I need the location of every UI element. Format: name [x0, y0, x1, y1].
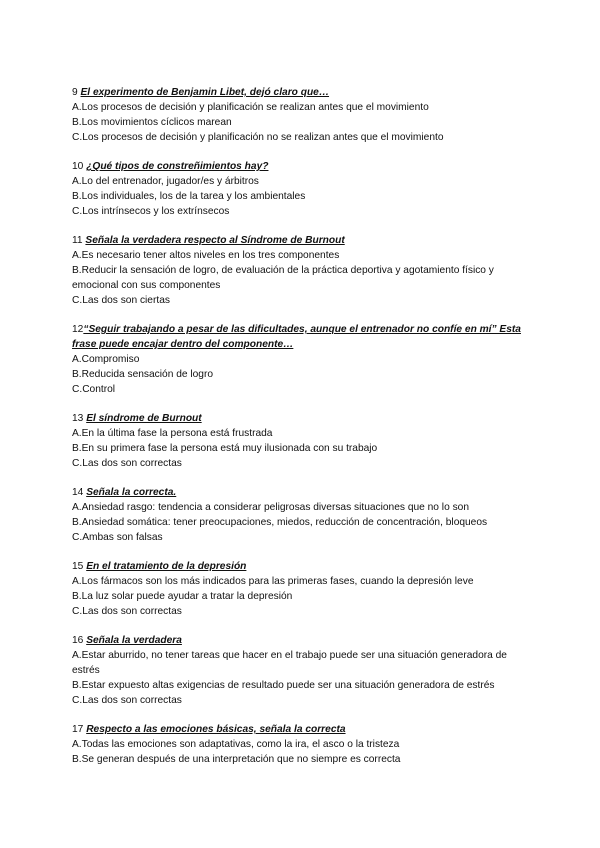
option-b: B.En su primera fase la persona está muy ilusionada con su trabajo [72, 443, 378, 454]
option-b: B.Los movimientos cíclicos marean [72, 117, 232, 128]
option-b: B.Ansiedad somática: tener preocupaciones, miedos, reducción de concentración, bloqueos [72, 517, 488, 528]
question-16 [72, 633, 532, 708]
question-9 [72, 85, 532, 145]
question-number: 15 [72, 561, 84, 572]
question-title: Señala la verdadera respecto al Síndrome de Burnout [85, 235, 345, 246]
question-number: 16 [72, 635, 84, 646]
option-a: A.Estar aburrido, no tener tareas que hacer en el trabajo puede ser una situación generadora de estrés [72, 650, 507, 676]
question-title: El síndrome de Burnout [86, 413, 202, 424]
question-number: 12 [72, 324, 84, 335]
question-number: 17 [72, 724, 84, 735]
option-a: A.Los fármacos son los más indicados para las primeras fases, cuando la depresión leve [72, 576, 474, 587]
option-a: A.Compromiso [72, 354, 140, 365]
option-a: A.Todas las emociones son adaptativas, como la ira, el asco o la tristeza [72, 739, 400, 750]
option-b: B.Reducida sensación de logro [72, 369, 214, 380]
option-c: C.Las dos son ciertas [72, 295, 170, 306]
option-a: A.Lo del entrenador, jugador/es y árbitros [72, 176, 259, 187]
exam-page [72, 85, 532, 781]
question-heading [72, 159, 532, 174]
option-c: C.Los procesos de decisión y planificación no se realizan antes que el movimiento [72, 132, 444, 143]
option-c: C.Los intrínsecos y los extrínsecos [72, 206, 230, 217]
question-14 [72, 485, 532, 545]
question-heading [72, 633, 532, 648]
question-heading [72, 233, 532, 248]
option-c: C.Ambas son falsas [72, 532, 163, 543]
question-title: El experimento de Benjamin Libet, dejó claro que… [80, 87, 330, 98]
option-a: A.Los procesos de decisión y planificación se realizan antes que el movimiento [72, 102, 429, 113]
option-c: C.Las dos son correctas [72, 606, 182, 617]
question-title: Señala la correcta. [86, 487, 177, 498]
option-b: B.Se generan después de una interpretación que no siempre es correcta [72, 754, 401, 765]
question-10 [72, 159, 532, 219]
question-12 [72, 322, 532, 397]
question-heading [72, 722, 532, 737]
option-b: B.Los individuales, los de la tarea y los ambientales [72, 191, 306, 202]
question-13 [72, 411, 532, 471]
question-heading [72, 411, 532, 426]
question-number: 11 [72, 235, 83, 246]
question-17 [72, 722, 532, 767]
question-heading [72, 485, 532, 500]
question-number: 14 [72, 487, 84, 498]
question-title: ¿Qué tipos de constreñimientos hay? [86, 161, 269, 172]
question-number: 13 [72, 413, 84, 424]
question-11 [72, 233, 532, 308]
option-b: B.La luz solar puede ayudar a tratar la depresión [72, 591, 293, 602]
question-title: Respecto a las emociones básicas, señala la correcta [86, 724, 346, 735]
question-title: “Seguir trabajando a pesar de las dificultades, aunque el entrenador no confíe en mí” Esta frase puede encajar dentro del componente… [72, 324, 521, 350]
option-c: C.Control [72, 384, 116, 395]
question-number: 9 [72, 87, 78, 98]
option-a: A.En la última fase la persona está frustrada [72, 428, 273, 439]
option-a: A.Es necesario tener altos niveles en los tres componentes [72, 250, 340, 261]
question-heading [72, 85, 532, 100]
option-b: B.Reducir la sensación de logro, de evaluación de la práctica deportiva y agotamiento físico y emocional con sus componentes [72, 265, 494, 291]
option-a: A.Ansiedad rasgo: tendencia a considerar peligrosas diversas situaciones que no lo son [72, 502, 469, 513]
option-b: B.Estar expuesto altas exigencias de resultado puede ser una situación generadora de estrés [72, 680, 495, 691]
question-heading [72, 559, 532, 574]
option-c: C.Las dos son correctas [72, 695, 182, 706]
option-c: C.Las dos son correctas [72, 458, 182, 469]
question-number: 10 [72, 161, 84, 172]
question-title: En el tratamiento de la depresión [86, 561, 247, 572]
question-15 [72, 559, 532, 619]
question-title: Señala la verdadera [86, 635, 182, 646]
question-heading [72, 322, 532, 352]
